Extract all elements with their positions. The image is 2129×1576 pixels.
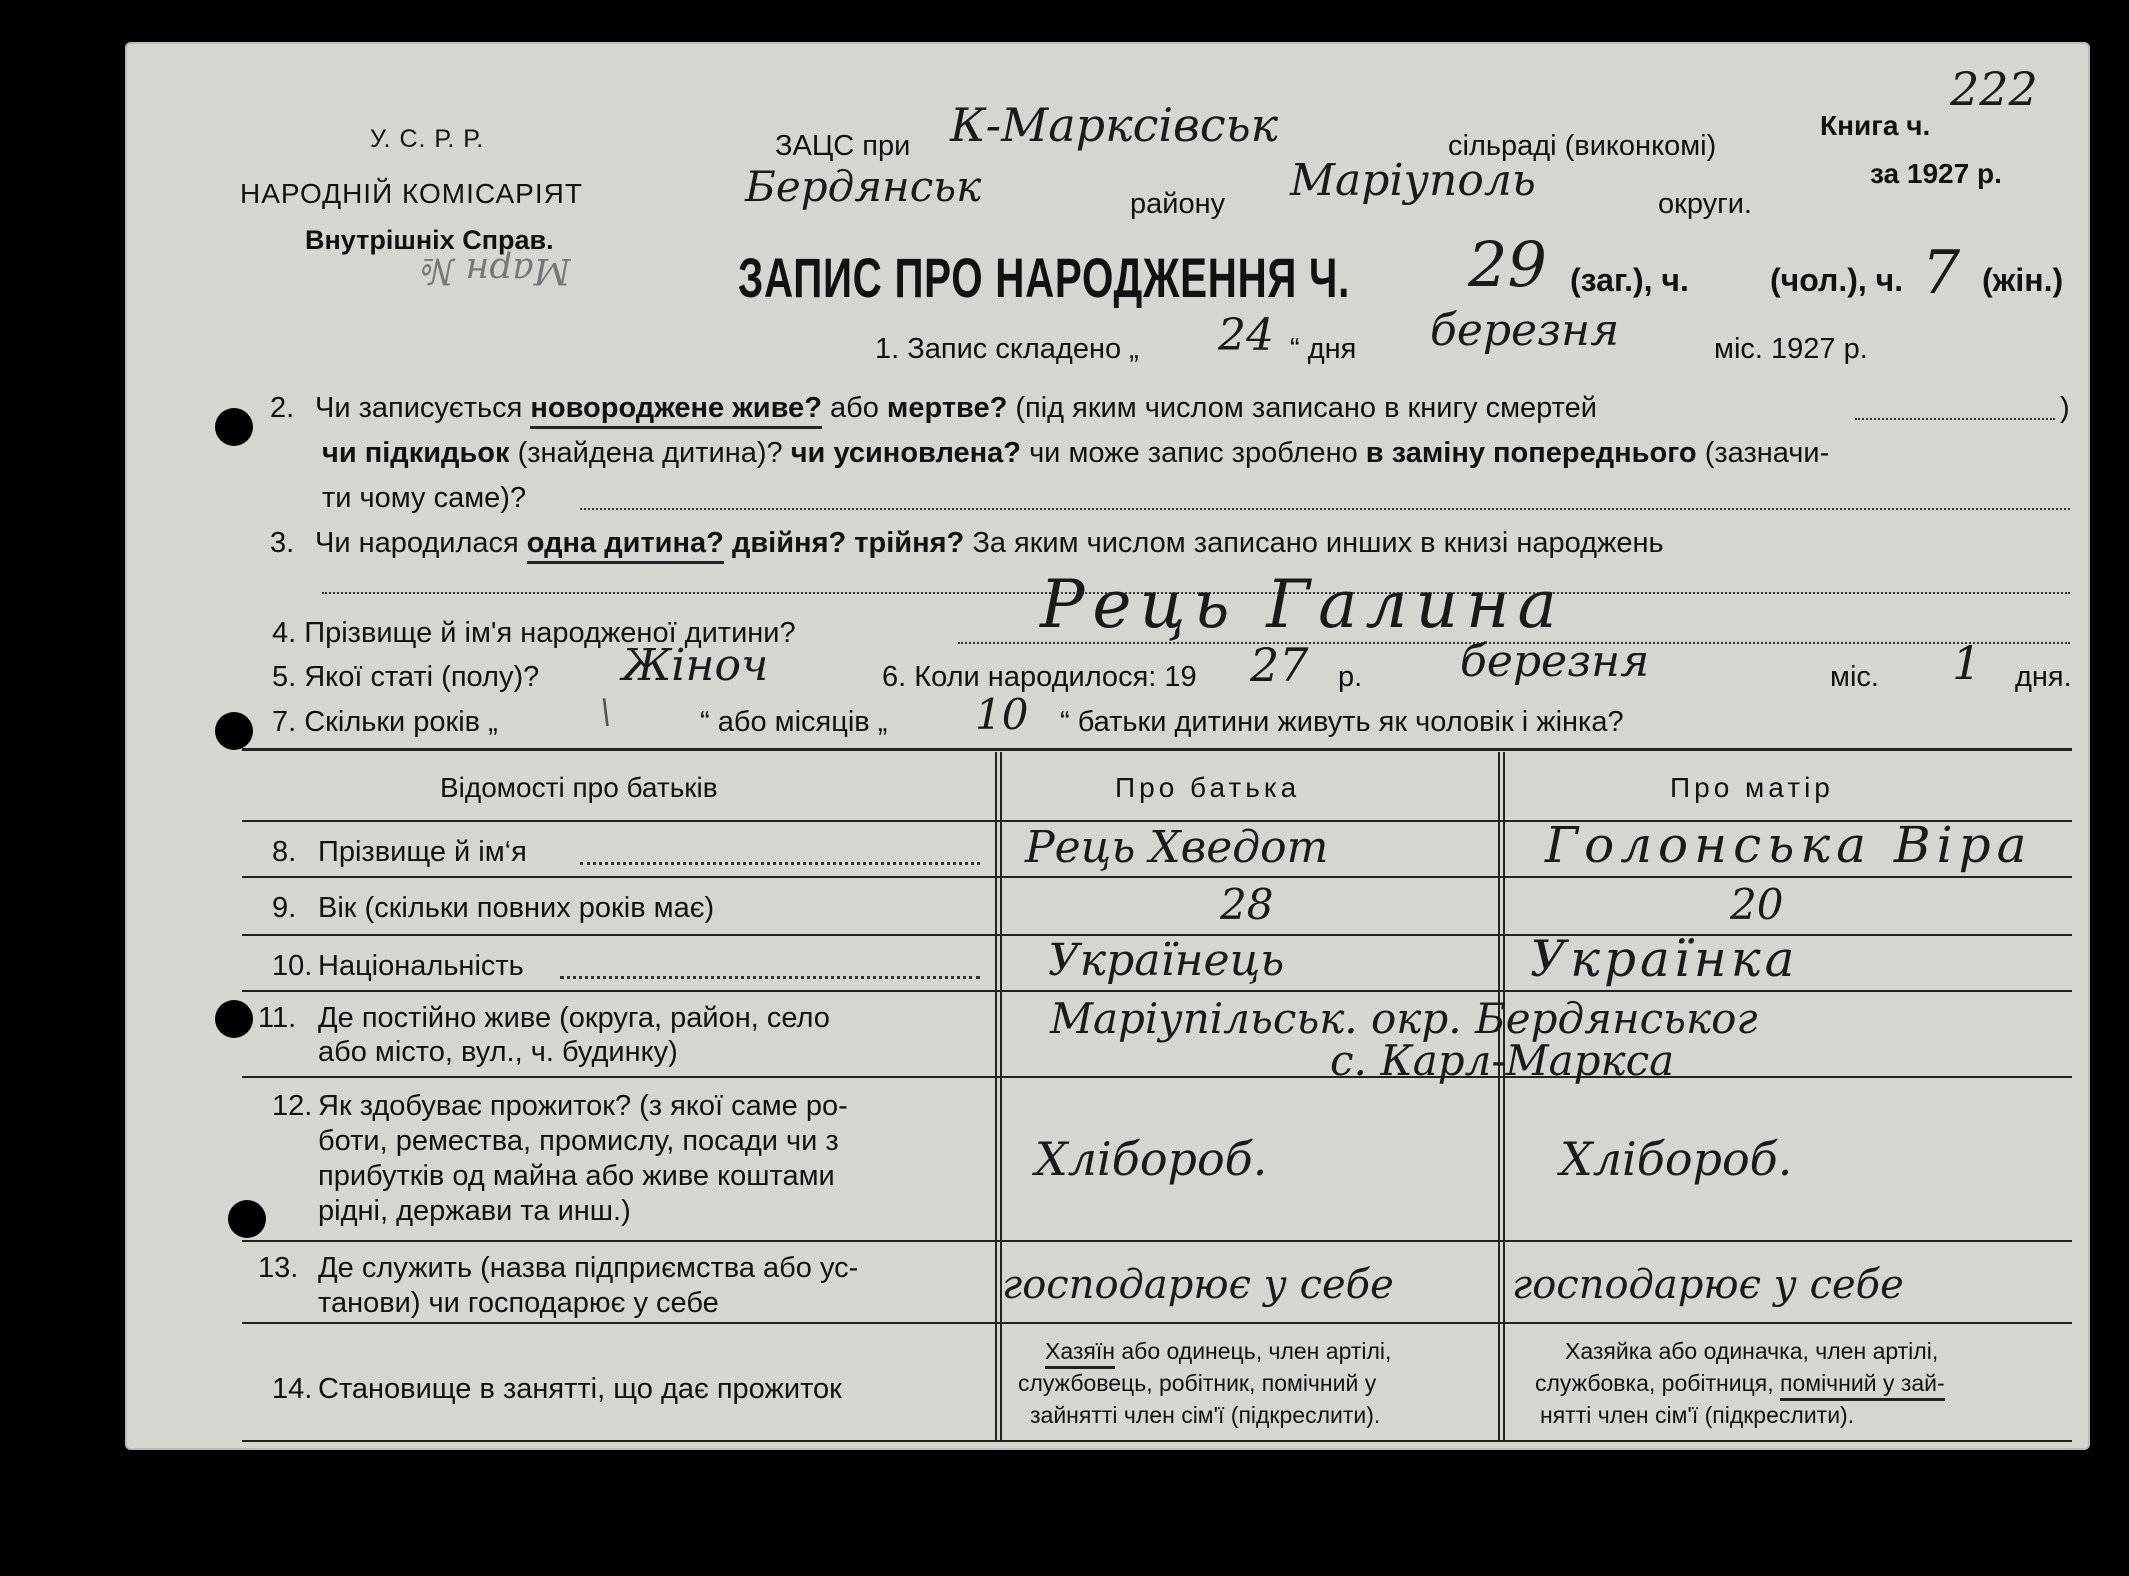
district-value: Бердянськ xyxy=(745,162,982,211)
record-date-label: 1. Запис складено „ xyxy=(875,333,1139,365)
punch-hole xyxy=(215,1000,253,1038)
row-label: Де служить (назва підприємства або ус- xyxy=(318,1252,859,1284)
row-label: Прізвище й ім‘я xyxy=(318,836,527,868)
birth-year: 27 xyxy=(1250,638,1309,692)
row-label: Як здобуває прожиток? (з якої саме ро- xyxy=(318,1090,848,1122)
total-number: 29 xyxy=(1468,228,1547,301)
total-label: (заг.), ч. xyxy=(1570,262,1689,298)
q3-number: 3. xyxy=(270,527,295,559)
council-label: сільраді (виконкомі) xyxy=(1448,130,1717,162)
child-sex: Жіноч xyxy=(622,640,769,691)
record-day-label: “ дня xyxy=(1290,333,1357,365)
residence: Маріупільськ. окр. Бердянськог xyxy=(1050,994,1758,1043)
q2-line3: ти чому саме)? xyxy=(322,482,527,514)
father-workplace: господарює у себе xyxy=(1002,1262,1394,1308)
mother-status-line3: нятті член сім'ї (підкреслити). xyxy=(1540,1402,1855,1428)
commissariat-label: НАРОДНІЙ КОМІСАРІЯТ xyxy=(240,178,583,209)
punch-hole xyxy=(228,1200,266,1238)
mother-name: Голонська Віра xyxy=(1545,816,2033,874)
punch-hole xyxy=(215,712,253,750)
district-label: району xyxy=(1130,188,1226,220)
father-name: Рець Хведот xyxy=(1025,822,1329,873)
father-nationality: Українець xyxy=(1048,935,1285,986)
female-label: (жін.) xyxy=(1982,262,2064,298)
father-occupation: Хлібороб. xyxy=(1035,1132,1268,1186)
years-together: \ xyxy=(600,692,612,732)
row-number: 12. xyxy=(272,1090,313,1122)
female-number: 7 xyxy=(1922,238,1961,308)
mother-occupation: Хлібороб. xyxy=(1560,1132,1793,1186)
father-status-line2: службовець, робітник, помічний у xyxy=(1018,1370,1377,1396)
mother-age: 20 xyxy=(1730,880,1784,929)
row-label: Національність xyxy=(318,950,524,982)
months-together: 10 xyxy=(975,690,1029,739)
row-label: Вік (скільки повних років має) xyxy=(318,892,715,924)
row-label: танови) чи господарює у себе xyxy=(318,1287,719,1319)
row-number: 13. xyxy=(258,1252,299,1284)
department-label: Внутрішніх Справ. xyxy=(305,225,554,255)
col-header-info: Відомості про батьків xyxy=(440,772,718,803)
row-number: 9. xyxy=(272,892,297,924)
male-label: (чол.), ч. xyxy=(1770,262,1904,298)
row-label: Де постійно живе (округа, район, село xyxy=(318,1002,830,1034)
q7-label-b: “ або місяців „ xyxy=(700,706,888,738)
record-month: березня xyxy=(1430,305,1620,356)
residence-village: с. Карл-Маркса xyxy=(1330,1036,1675,1085)
row-label: або місто, вул., ч. будинку) xyxy=(318,1036,678,1068)
father-status-line3: зайнятті член сім'ї (підкреслити). xyxy=(1030,1402,1381,1428)
row-label: рідні, держави та инш.) xyxy=(318,1195,631,1227)
child-name: Рець Галина xyxy=(1040,566,1565,643)
row-label: боти, ремества, промислу, посади чи з xyxy=(318,1125,839,1157)
col-header-mother: Про матір xyxy=(1670,772,1834,803)
okrug-value: Маріуполь xyxy=(1290,155,1536,206)
q2-line2: чи підкидьок (знайдена дитина)? чи усиновлена? чи може запис зроблено в заміну попереднього (зазначи- xyxy=(322,437,1830,469)
father-status-line1: Хазяїн або одинець, член артілі, xyxy=(1045,1338,1391,1365)
q7-label-a: 7. Скільки років „ xyxy=(272,706,498,738)
row-number: 14. xyxy=(272,1373,313,1405)
republic-label: У. С. Р. Р. xyxy=(370,125,485,153)
row-number: 11. xyxy=(258,1002,297,1034)
mother-status-line2: службовка, робітниця, помічний у зай- xyxy=(1535,1370,1945,1397)
record-title: ЗАПИС ПРО НАРОДЖЕННЯ Ч. xyxy=(738,246,1351,309)
mother-nationality: Українка xyxy=(1530,930,1799,988)
col-header-father: Про батька xyxy=(1115,772,1301,803)
row-number: 10. xyxy=(272,950,313,982)
q2-number: 2. xyxy=(270,392,295,424)
record-day: 24 xyxy=(1218,310,1274,361)
q4-label: 4. Прізвище й ім'я народженої дитини? xyxy=(272,617,796,649)
mother-status-line1: Хазяйка або одиначка, член артілі, xyxy=(1565,1338,1939,1364)
q7-label-c: “ батьки дитини живуть як чоловік і жінка? xyxy=(1060,706,1624,738)
book-label: Книга ч. xyxy=(1820,110,1931,141)
book-year: за 1927 р. xyxy=(1870,158,2002,189)
book-number: 222 xyxy=(1950,62,2038,116)
zags-value: К-Марксівськ xyxy=(950,98,1279,152)
q3-line1: Чи народилася одна дитина? двійня? трійня? За яким числом записано инших в книзі народжень xyxy=(315,527,1664,560)
row-label: Становище в занятті, що дає прожиток xyxy=(318,1373,842,1405)
row-label: прибутків од майна або живе коштами xyxy=(318,1160,835,1192)
birth-day: 1 xyxy=(1952,636,1982,690)
birth-month: березня xyxy=(1460,636,1650,687)
row-number: 8. xyxy=(272,836,297,868)
q5-label: 5. Якої статі (полу)? xyxy=(272,661,540,693)
faded-stamp: Марн № xyxy=(420,250,571,291)
mother-workplace: господарює у себе xyxy=(1512,1262,1904,1308)
okrug-label: округи. xyxy=(1658,188,1752,220)
zags-label: ЗАЦС при xyxy=(775,130,911,162)
q6-label: 6. Коли народилося: 19 xyxy=(882,661,1197,693)
punch-hole xyxy=(215,408,253,446)
father-age: 28 xyxy=(1220,880,1274,929)
record-year-label: міс. 1927 р. xyxy=(1714,333,1868,365)
q2-line1: Чи записується новороджене живе? або мертве? (під яким числом записано в книгу смертей xyxy=(315,392,1597,425)
